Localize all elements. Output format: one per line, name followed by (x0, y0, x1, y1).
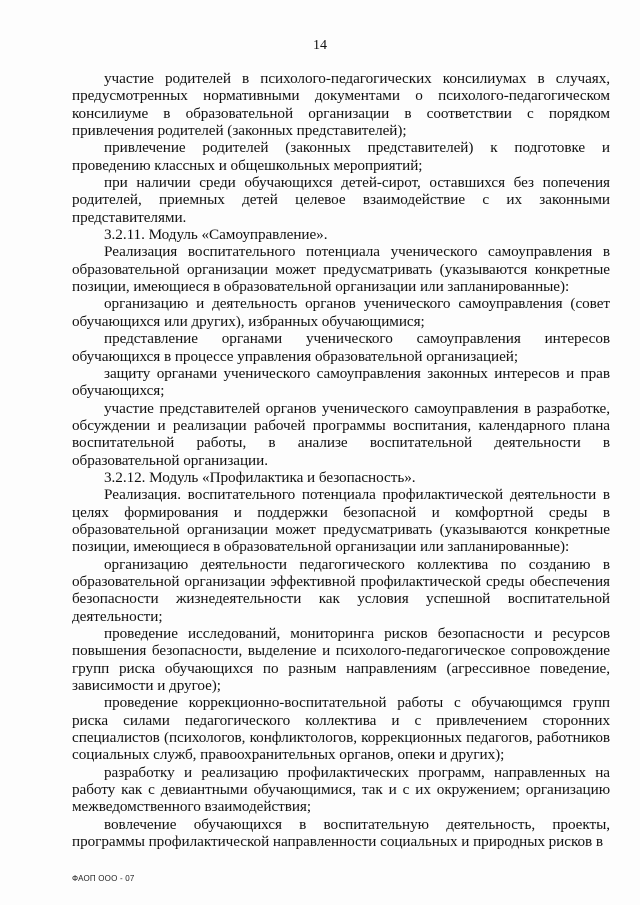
paragraph-prevention-intro: Реализация. воспитательного потенциала профилактической деятельности в целях формирования и поддержки безопасной и комфортной среды в образовательной организации может предусматривать (указываются конкретные позиции, имеющиеся в образовательной организации или запланированные): (72, 486, 610, 556)
paragraph-prevention-programs: разработку и реализацию профилактических программ, направленных на работу как с девиантными обучающимися, так и с их окружением; организацию межведомственного взаимодействия; (72, 763, 610, 816)
paragraph-self-government-participation: участие представителей органов ученического самоуправления в разработке, обсуждении и реализации рабочей программы воспитания, календарного плана воспитательной работы, в анализе воспитательной деятельности в образовательной организации. (72, 399, 610, 469)
paragraph-parents-events: привлечение родителей (законных представителей) к подготовке и проведению классных и общешкольных мероприятий; (72, 139, 610, 174)
section-heading-prevention-safety: 3.2.12. Модуль «Профилактика и безопасность». (104, 468, 416, 486)
paragraph-self-government-protection: защиту органами ученического самоуправления законных интересов и прав обучающихся; (72, 364, 610, 400)
paragraph-prevention-research: проведение исследований, мониторинга рисков безопасности и ресурсов повышения безопасности, выделение и психолого-педагогическое сопровождение групп риска обучающихся по разным направлениям (агрессивное поведение, зависимости и другое); (72, 625, 610, 695)
paragraph-prevention-environment: организацию деятельности педагогического коллектива по созданию в образовательной организации эффективной профилактической среды обеспечения безопасности жизнедеятельности как условия успешной воспитательной деятельности; (72, 555, 610, 625)
paragraph-self-government-intro: Реализация воспитательного потенциала ученического самоуправления в образовательной организации может предусматривать (указываются конкретные позиции, имеющиеся в образовательной организации или запланированные): (72, 243, 610, 296)
paragraph-self-government-representation: представление органами ученического самоуправления интересов обучающихся в процессе управления образовательной организацией; (72, 330, 610, 365)
paragraph-orphans-guardians: при наличии среди обучающихся детей-сирот, оставшихся без попечения родителей, приемных детей целевое взаимодействие с их законными представителями. (72, 174, 610, 226)
paragraph-self-government-organization: организацию и деятельность органов ученического самоуправления (совет обучающихся или других), избранных обучающимися; (72, 295, 610, 330)
paragraph-prevention-involvement: вовлечение обучающихся в воспитательную деятельность, проекты, программы профилактической направленности социальных и природных рисков в (72, 815, 610, 851)
document-body (72, 70, 610, 850)
document-footer-code: ФАОП ООО - 07 (72, 874, 135, 883)
page-number: 14 (313, 38, 327, 53)
paragraph-parents-consilium: участие родителей в психолого-педагогических консилиумах в случаях, предусмотренных нормативными документами о психолого-педагогическом консилиуме в образовательной организации в соответствии с порядком привлечения родителей (законных представителей); (72, 70, 610, 140)
paragraph-prevention-correction: проведение коррекционно-воспитательной работы с обучающимся групп риска силами педагогического коллектива и с привлечением сторонних специалистов (психологов, конфликтологов, коррекционных педагогов, работников социальных служб, правоохранительных органов, опеки и других); (72, 694, 610, 764)
section-heading-self-government: 3.2.11. Модуль «Самоуправление». (104, 226, 328, 244)
